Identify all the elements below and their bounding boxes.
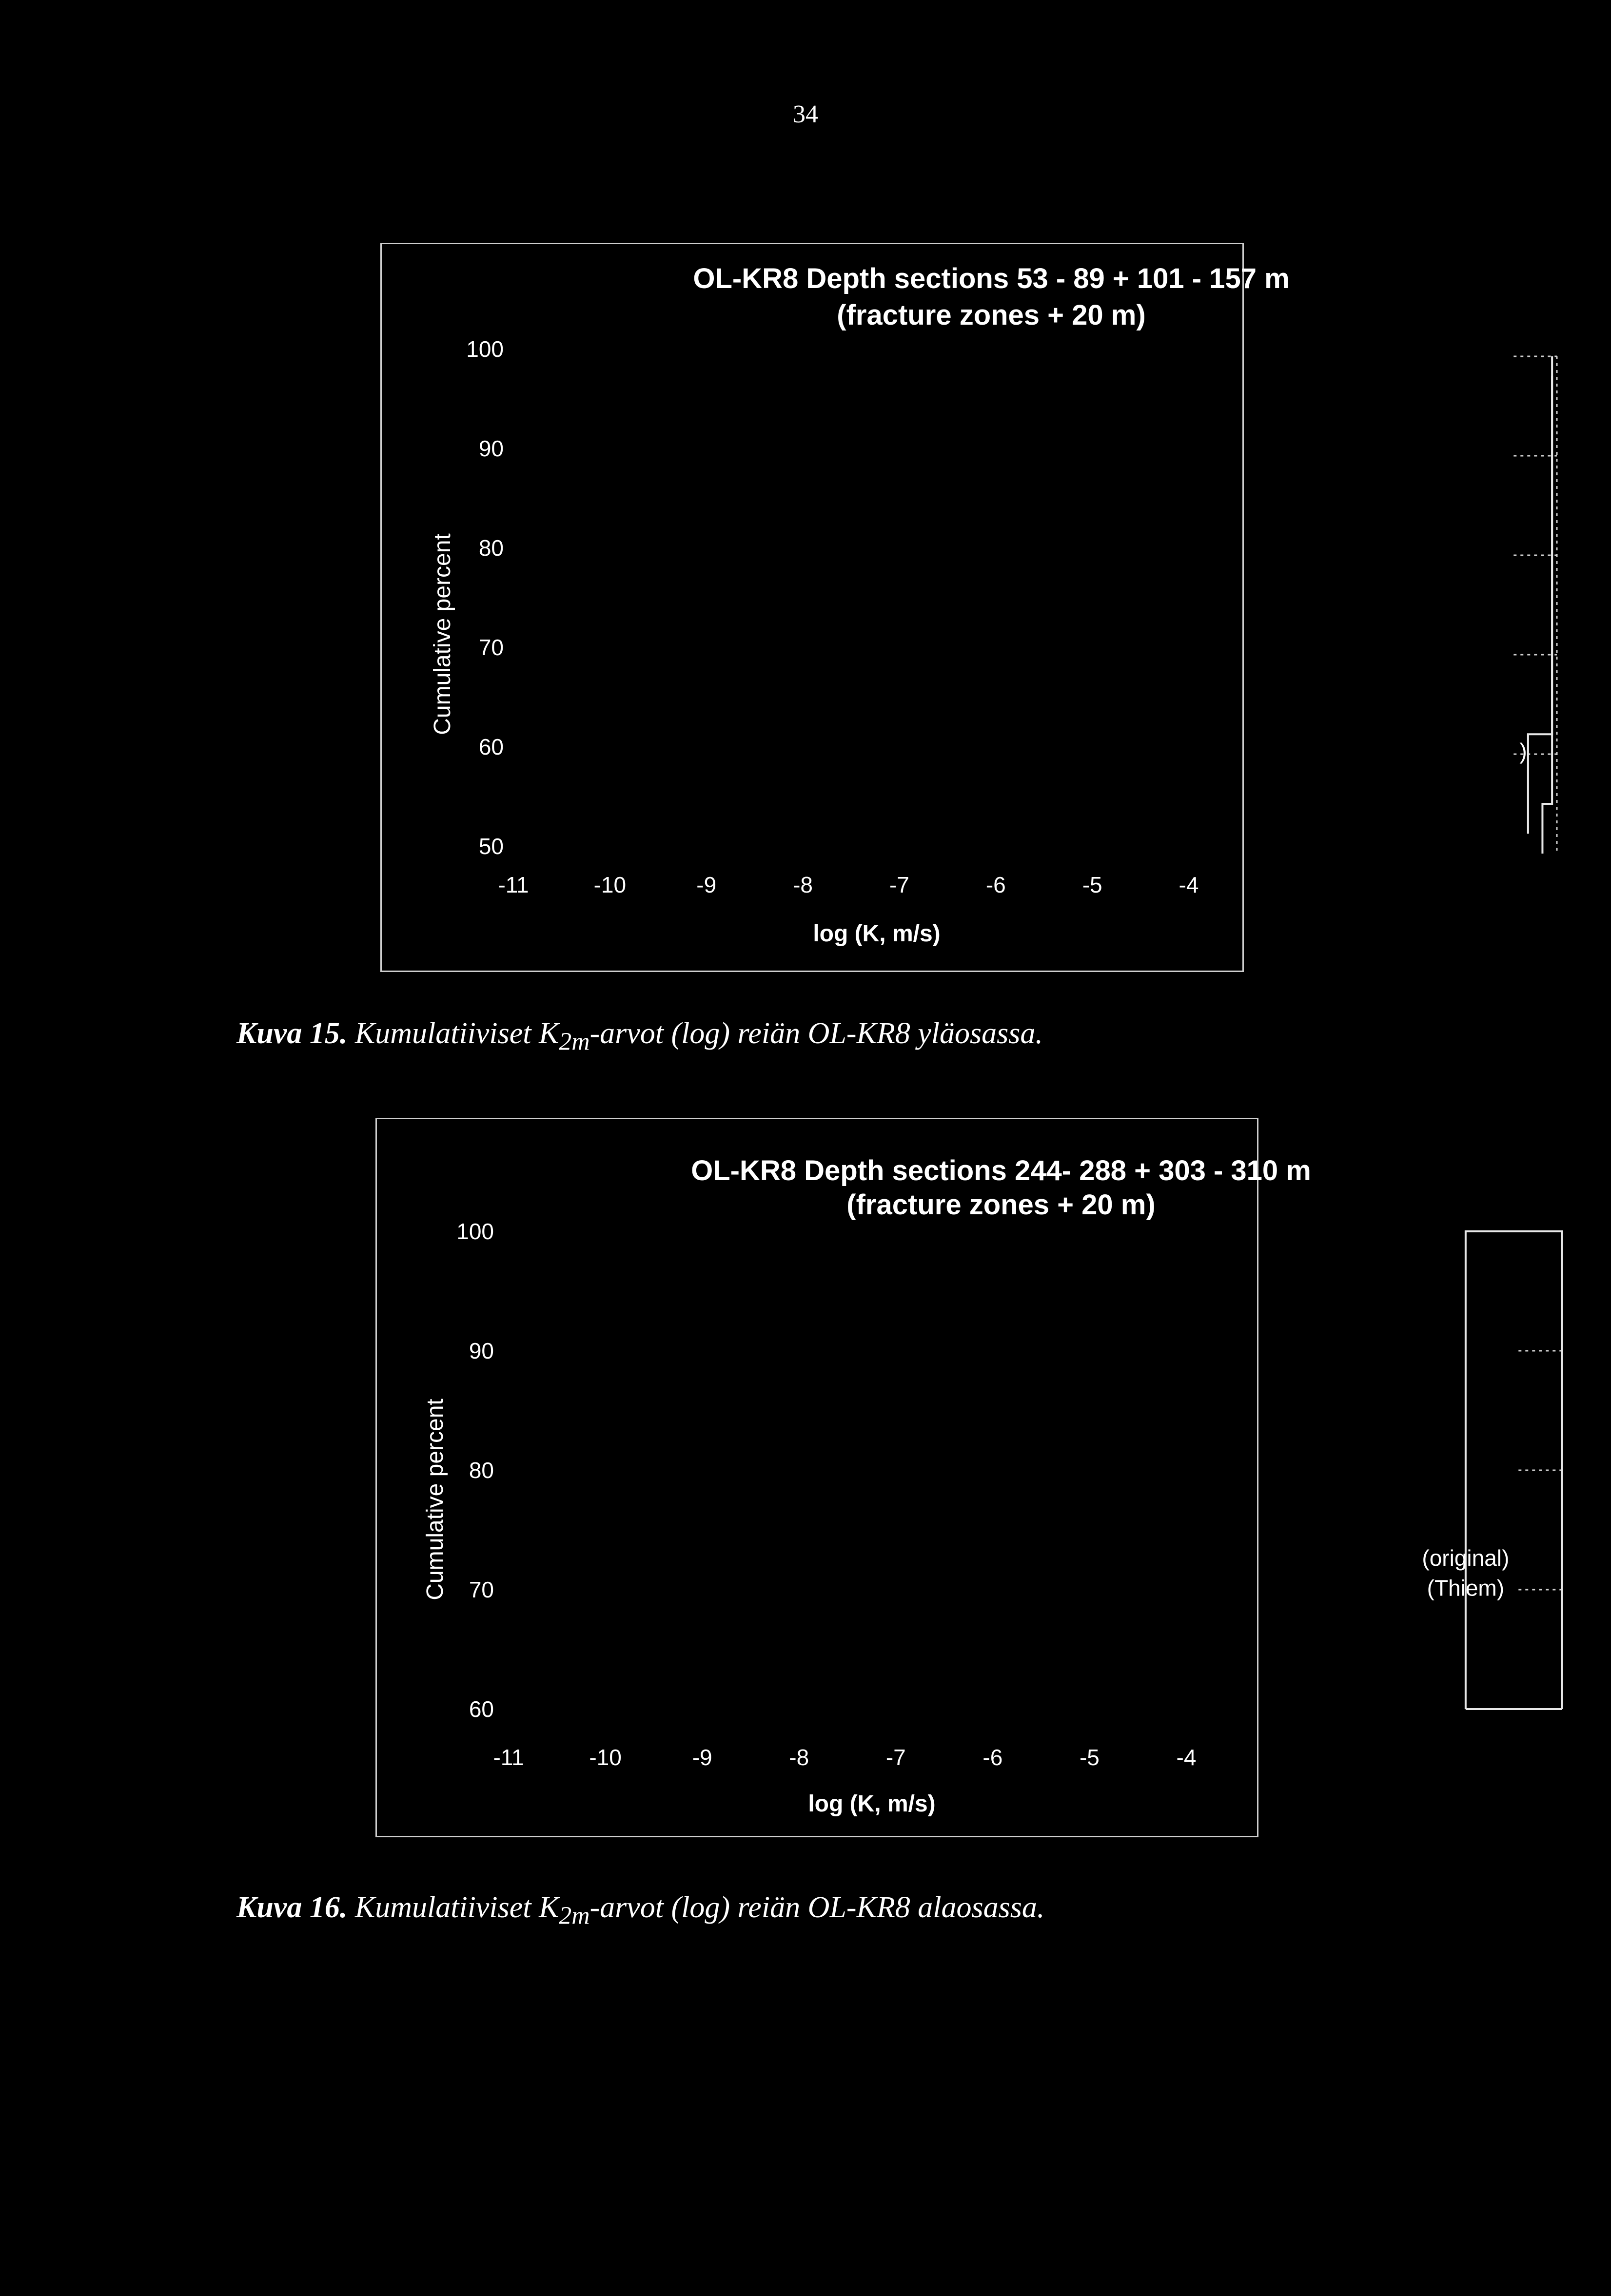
legend-entry: ) <box>1519 739 1527 764</box>
y-axis-label: Cumulative percent <box>422 1399 448 1600</box>
figure-caption-2 <box>236 1890 1044 1930</box>
legend-entry: (original) <box>1422 1545 1510 1571</box>
figure-caption-1 <box>236 1016 1043 1056</box>
chart-2-svg <box>377 1119 1510 1836</box>
chart-title-line: OL-KR8 Depth sections 244- 288 + 303 - 310 m <box>691 1155 1311 1187</box>
caption-label: Kuva 16. <box>236 1891 348 1924</box>
x-tick-label: -10 <box>593 872 627 897</box>
y-tick-label: 70 <box>478 635 504 660</box>
caption-text-pre: Kumulatiiviset K <box>354 1891 559 1924</box>
chart-title-line: (fracture zones + 20 m) <box>846 1189 1156 1221</box>
x-tick-label: -4 <box>1176 1745 1197 1770</box>
legend-entry: (Thiem) <box>1427 1575 1505 1601</box>
series-line <box>1528 356 1552 834</box>
x-tick-label: -8 <box>793 872 813 897</box>
x-tick-label: -4 <box>1179 872 1199 897</box>
x-tick-label: -6 <box>982 1745 1003 1770</box>
y-tick-label: 80 <box>469 1458 494 1483</box>
chart-title-line: (fracture zones + 20 m) <box>837 299 1146 331</box>
y-tick-label: 100 <box>456 1219 494 1244</box>
x-tick-label: -8 <box>789 1745 809 1770</box>
chart-figure-2 <box>375 1118 1510 1837</box>
x-tick-label: -5 <box>1082 872 1102 897</box>
x-tick-label: -9 <box>692 1745 712 1770</box>
y-tick-label: 70 <box>469 1577 494 1602</box>
caption-subscript: 2m <box>559 1028 590 1056</box>
y-axis-label: Cumulative percent <box>430 533 455 735</box>
series-line <box>1542 376 1552 854</box>
y-tick-label: 80 <box>478 535 504 561</box>
caption-subscript: 2m <box>559 1902 590 1930</box>
y-tick-label: 90 <box>478 436 504 461</box>
x-axis-label: log (K, m/s) <box>813 921 941 947</box>
y-tick-label: 60 <box>469 1696 494 1722</box>
y-tick-label: 90 <box>469 1338 494 1363</box>
x-tick-label: -7 <box>889 872 909 897</box>
caption-label: Kuva 15. <box>236 1017 348 1050</box>
caption-text-pre: Kumulatiiviset K <box>354 1017 559 1050</box>
x-tick-label: -6 <box>985 872 1006 897</box>
chart-title-line: OL-KR8 Depth sections 53 - 89 + 101 - 157 m <box>693 263 1290 294</box>
y-tick-label: 50 <box>478 834 504 859</box>
y-tick-label: 100 <box>466 336 504 362</box>
x-tick-label: -10 <box>589 1745 622 1770</box>
page-number: 34 <box>793 100 818 128</box>
caption-text-post: -arvot (log) reiän OL-KR8 alaosassa. <box>589 1891 1045 1924</box>
caption-text-post: -arvot (log) reiän OL-KR8 yläosassa. <box>589 1017 1043 1050</box>
x-axis-label: log (K, m/s) <box>808 1791 936 1817</box>
x-tick-label: -11 <box>498 872 529 897</box>
chart-1-svg <box>382 244 1527 971</box>
x-tick-label: -11 <box>493 1745 524 1770</box>
x-tick-label: -5 <box>1079 1745 1100 1770</box>
x-tick-label: -9 <box>696 872 717 897</box>
chart-figure-1 <box>380 243 1527 972</box>
y-tick-label: 60 <box>478 734 504 759</box>
x-tick-label: -7 <box>885 1745 906 1770</box>
